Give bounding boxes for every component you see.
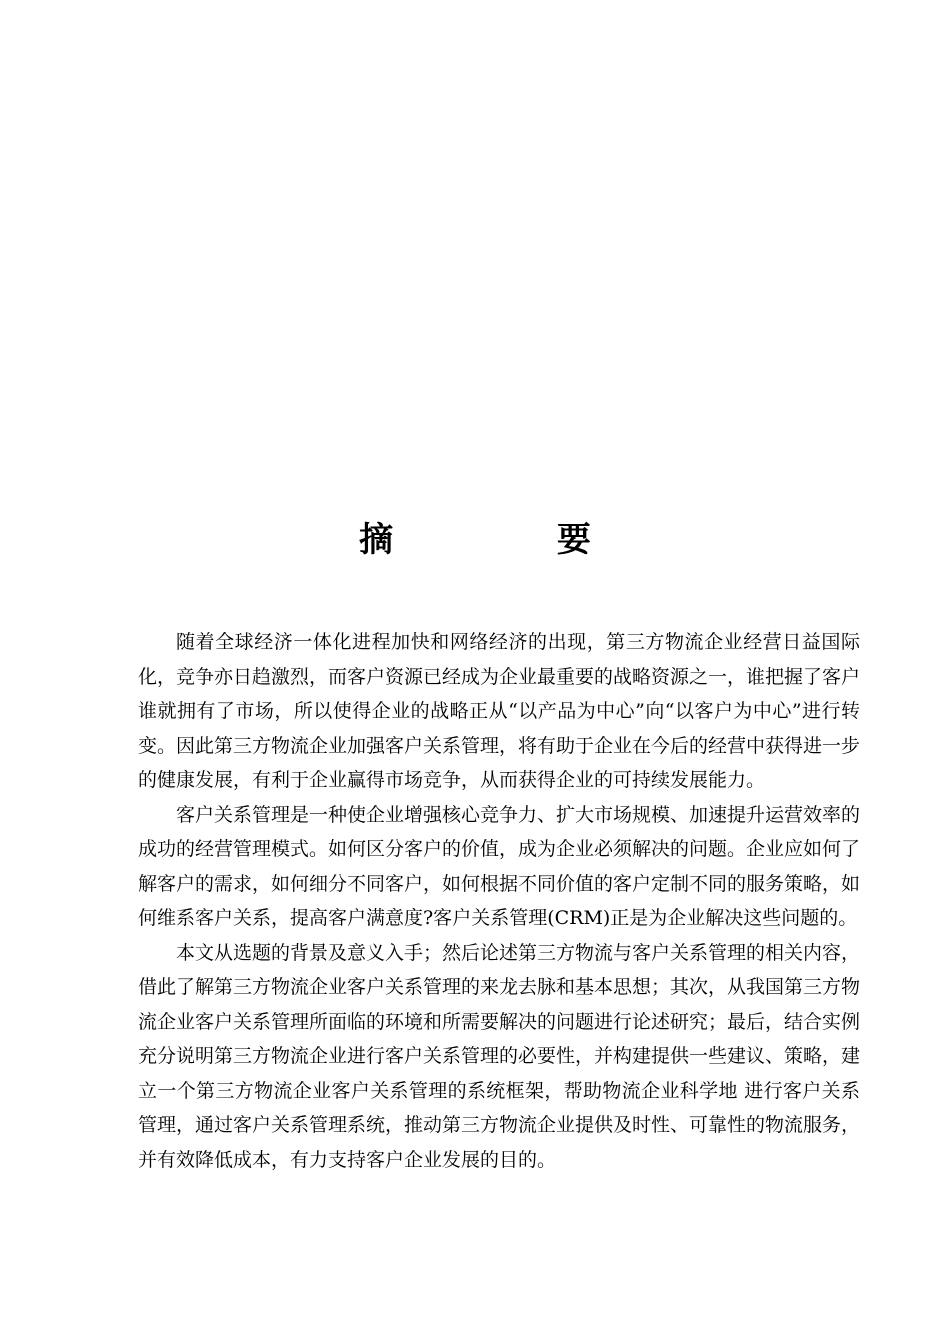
- page-title: 摘 要: [359, 520, 667, 560]
- abstract-body: [138, 625, 860, 1177]
- paragraph-1: 随着全球经济一体化进程加快和网络经济的出现，第三方物流企业经营日益国际化，竞争亦日趋激烈，而客户资源已经成为企业最重要的战略资源之一，谁把握了客户谁就拥有了市场，所以使得企业的战略正从“以产品为中心”向“以客户为中心”进行转变。因此第三方物流企业加强客户关系管理，将有助于企业在今后的经营中获得进一步的健康发展，有利于企业赢得市场竞争，从而获得企业的可持续发展能力。: [138, 631, 861, 791]
- paragraph-3: 本文从选题的背景及意义入手；然后论述第三方物流与客户关系管理的相关内容，借此了解第三方物流企业客户关系管理的来龙去脉和基本思想；其次，从我国第三方物流企业客户关系管理所面临的环境和所需要解决的问题进行论述研究；最后，结合实例充分说明第三方物流企业进行客户关系管理的必要性，并构建提供一些建议、策略，建立一个第三方物流企业客户关系管理的系统框架，帮助物流企业科学地 进行客户关系管理，通过客户关系管理系统，推动第三方物流企业提供及时性、可靠性的物流服务，并有效降低成本，有力支持客户企业发展的目的。: [138, 941, 861, 1171]
- paragraph-2: 客户关系管理是一种使企业增强核心竞争力、扩大市场规模、加速提升运营效率的成功的经营管理模式。如何区分客户的价值，成为企业必须解决的问题。企业应如何了解客户的需求，如何细分不同客户，如何根据不同价值的客户定制不同的服务策略，如何维系客户关系，提高客户满意度?客户关系管理(CRM)正是为企业解决这些问题的。: [138, 803, 861, 929]
